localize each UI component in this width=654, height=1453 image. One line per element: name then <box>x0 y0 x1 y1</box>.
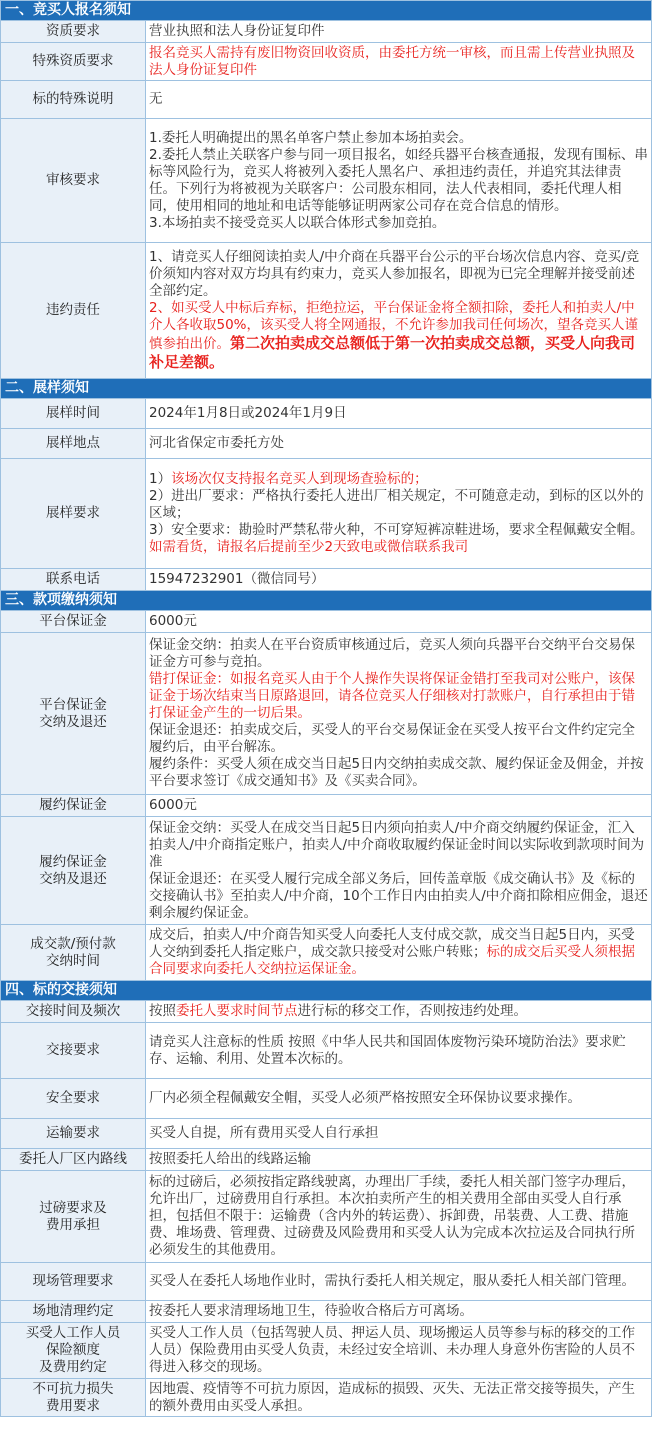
row-label <box>1 569 146 591</box>
row-label-text: 成交款/预付款 交纳时间 <box>30 935 116 969</box>
table-row <box>1 569 652 591</box>
content-line <box>149 471 648 488</box>
content-text: 保证金交纳：拍卖人在平台资质审核通过后，竞买人须向兵器平台交纳平台交易保证金方可参与竞拍。 <box>149 637 635 670</box>
content-line <box>149 613 648 630</box>
row-label-text: 展样地点 <box>46 435 100 451</box>
content-line <box>149 1090 648 1107</box>
row-label-text: 联系电话 <box>46 571 100 587</box>
content-line <box>149 1381 648 1415</box>
section-header <box>1 981 652 1001</box>
content-text: 买受人工作人员（包括驾驶人员、押运人员、现场搬运人员等参与标的移交的工作人员）保险费用由买受人负责，未经过安全培训、未办理人身意外伤害险的人员不得进入移交的现场。 <box>149 1325 635 1375</box>
table-row <box>1 459 652 569</box>
row-content <box>146 611 652 633</box>
content-line <box>149 1174 648 1259</box>
content-line <box>149 797 648 814</box>
section-header <box>1 1 652 21</box>
section-header <box>1 591 652 611</box>
table-row <box>1 817 652 925</box>
content-line <box>149 91 648 108</box>
row-content <box>146 1149 652 1171</box>
content-text: 该场次仅支持报名竞买人到现场查验标的； <box>171 471 428 487</box>
content-text: 因地震、疫情等不可抗力原因，造成标的损毁、灭失、无法正常交接等损失，产生的额外费用由买受人承担。 <box>149 1380 635 1414</box>
row-label <box>1 1119 146 1149</box>
row-label-text: 履约保证金 交纳及退还 <box>39 853 107 887</box>
content-line <box>149 147 648 215</box>
row-label <box>1 399 146 429</box>
content-text: 请竞买人注意标的性质 按照《中华人民共和国固体废物污染环境防治法》要求贮存、运输、利用、处置本次标的。 <box>149 1033 626 1067</box>
row-label-text: 标的特殊说明 <box>32 91 114 107</box>
row-content <box>146 1379 652 1417</box>
row-content <box>146 925 652 981</box>
content-text: 15947232901（微信同号） <box>149 571 325 587</box>
content-text: 履约条件：买受人须在成交当日起5日内交纳拍卖成交款、履约保证金及佣金，并按平台要求签订《成交通知书》及《买卖合同》。 <box>149 756 644 789</box>
content-text: 错打保证金：如报名竞买人由于个人操作失误将保证金错打至我司对公账户，该保证金于场次结束当日原路退回，请各位竞买人仔细核对打款账户，自行承担由于错打保证金产生的一切后果。 <box>149 671 635 721</box>
content-line <box>149 215 648 232</box>
table-row <box>1 1171 652 1263</box>
row-label-text: 场地清理约定 <box>32 1303 114 1319</box>
content-line <box>149 571 648 588</box>
row-label <box>1 795 146 817</box>
table-row <box>1 611 652 633</box>
row-label <box>1 1023 146 1079</box>
row-label-text: 展样要求 <box>46 505 100 521</box>
row-label-text: 过磅要求及 费用承担 <box>39 1199 107 1233</box>
table-row <box>1 21 652 43</box>
content-text: 2.委托人禁止关联客户参与同一项目报名，如经兵器平台核查通报，发现有围标、串标等风险行为，竞买人将被列入委托人黑名户、承担违约责任，并追究其法律责任。下列行为将被视为关联客户：公司股东相同，法人代表相同，委托代理人相同，使用相同的地址和电话等能够证明两家公司存在竞合信息的情形。 <box>149 146 648 214</box>
row-label-text: 委托人厂区内路线 <box>19 1151 127 1167</box>
content-line <box>149 722 648 756</box>
content-text: 河北省保定市委托方处 <box>149 435 284 451</box>
content-text: 标的过磅后，必须按指定路线驶离，办理出厂手续，委托人相关部门签字办理后，允许出厂，过磅费用自行承担。本次拍卖所产生的相关费用全部由买受人自行承担，包括但不限于：运输费（含内外的转运费）、拆卸费，吊装费、人工费、措施费、堆场费、管理费、过磅费及风险费用和买受人认为完成本次拉运及合同执行所必须发生的其他费用。 <box>149 1174 635 1258</box>
row-content <box>146 119 652 243</box>
table-row <box>1 1301 652 1323</box>
row-label-text: 交接时间及频次 <box>25 1003 121 1019</box>
row-content <box>146 399 652 429</box>
table-row <box>1 243 652 379</box>
row-label <box>1 1079 146 1119</box>
row-label-text: 交接要求 <box>46 1042 100 1058</box>
content-line <box>149 871 648 922</box>
row-label <box>1 43 146 81</box>
table-row <box>1 1119 652 1149</box>
content-text: 买受人在委托人场地作业时，需执行委托人相关规定，服从委托人相关部门管理。 <box>149 1273 635 1289</box>
row-label <box>1 119 146 243</box>
content-text: 1、请竞买人仔细阅读拍卖人/中介商在兵器平台公示的平台场次信息内容、竞买/竞价须知内容对双方均具有约束力，竞买人参加报名，即视为已完全理解并接受前述全部约定。 <box>149 249 640 299</box>
content-text: 2）进出厂要求：严格执行委托人进出厂相关规定，不可随意走动，到标的区以外的区域； <box>149 488 644 521</box>
row-content <box>146 81 652 119</box>
content-text: 报名竞买人需持有废旧物资回收资质，由委托方统一审核，而且需上传营业执照及法人身份证复印件 <box>149 44 635 78</box>
row-label-text: 特殊资质要求 <box>32 53 114 69</box>
row-label <box>1 1379 146 1417</box>
content-text: 买受人自提，所有费用买受人自行承担 <box>149 1125 379 1141</box>
row-label <box>1 21 146 43</box>
row-content <box>146 817 652 925</box>
content-line <box>149 1151 648 1168</box>
content-text: 1） <box>149 471 172 487</box>
table-row <box>1 1379 652 1417</box>
content-text: 按照 <box>149 1003 176 1019</box>
content-line <box>149 130 648 147</box>
row-label-text: 不可抗力损失 费用要求 <box>32 1380 114 1414</box>
row-content <box>146 1023 652 1079</box>
row-label <box>1 459 146 569</box>
row-label <box>1 81 146 119</box>
content-line <box>149 1303 648 1320</box>
content-line <box>149 1273 648 1290</box>
section-title: 四、标的交接须知 <box>1 981 652 1001</box>
table-row <box>1 1263 652 1301</box>
row-label <box>1 1263 146 1301</box>
section-header <box>1 379 652 399</box>
row-label-text: 展样时间 <box>46 405 100 421</box>
row-label <box>1 429 146 459</box>
content-line <box>149 756 648 790</box>
content-text: 委托人要求时间节点 <box>176 1003 298 1019</box>
section-title: 二、展样须知 <box>1 379 652 399</box>
row-label-text: 平台保证金 <box>39 613 107 629</box>
row-label <box>1 817 146 925</box>
table-row <box>1 43 652 81</box>
table-row <box>1 1023 652 1079</box>
row-content <box>146 1119 652 1149</box>
row-label-text: 安全要求 <box>46 1090 100 1106</box>
row-label <box>1 1323 146 1379</box>
row-label <box>1 243 146 379</box>
row-label <box>1 925 146 981</box>
content-text: 2024年1月8日或2024年1月9日 <box>149 405 347 421</box>
table-row <box>1 1001 652 1023</box>
content-text: 成交后，拍卖人/中介商告知买受人向委托人支付成交款，成交当日起5日内，买受人交纳到委托人指定账户，成交款只接受对公账户转账； <box>149 927 635 960</box>
content-line <box>149 300 648 372</box>
row-label <box>1 1001 146 1023</box>
row-label <box>1 1149 146 1171</box>
row-content <box>146 795 652 817</box>
table-row <box>1 795 652 817</box>
content-text: 营业执照和法人身份证复印件 <box>149 23 325 39</box>
table-row <box>1 399 652 429</box>
table-row <box>1 1149 652 1171</box>
row-content <box>146 429 652 459</box>
row-label <box>1 633 146 795</box>
row-label-text: 违约责任 <box>46 302 100 318</box>
content-line <box>149 488 648 522</box>
row-label-text: 买受人工作人员 保险额度 及费用约定 <box>25 1325 121 1375</box>
row-content <box>146 1263 652 1301</box>
content-text: 按委托人要求清理场地卫生，待验收合格后方可离场。 <box>149 1303 473 1319</box>
content-text: 1.委托人明确提出的黑名单客户禁止参加本场拍卖会。 <box>149 129 473 146</box>
row-label <box>1 1171 146 1263</box>
row-label-text: 资质要求 <box>46 23 100 39</box>
row-label-text: 运输要求 <box>46 1125 100 1141</box>
content-line <box>149 671 648 722</box>
row-content <box>146 21 652 43</box>
content-line <box>149 927 648 978</box>
content-text: 6000元 <box>149 613 197 629</box>
row-content <box>146 43 652 81</box>
content-line <box>149 539 648 556</box>
content-text: 3.本场拍卖不接受竞买人以联合体形式参加竞拍。 <box>149 214 446 231</box>
content-line <box>149 522 648 539</box>
row-label-text: 平台保证金 交纳及退还 <box>39 696 107 730</box>
content-text: 保证金退还：拍卖成交后，买受人的平台交易保证金在买受人按平台文件约定完全履约后，由平台解冻。 <box>149 722 635 755</box>
row-label-text: 审核要求 <box>46 172 100 188</box>
section-title: 一、竞买人报名须知 <box>1 1 652 21</box>
content-text: 按照委托人给出的线路运输 <box>149 1151 311 1167</box>
content-text: 无 <box>149 91 163 107</box>
content-line <box>149 637 648 671</box>
row-label <box>1 1301 146 1323</box>
content-line <box>149 405 648 422</box>
table-row <box>1 81 652 119</box>
content-line <box>149 1003 648 1020</box>
row-label-text: 履约保证金 <box>39 797 107 813</box>
row-label <box>1 611 146 633</box>
content-line <box>149 249 648 300</box>
content-line <box>149 1125 648 1142</box>
content-text: 标的成交后买受人须根据合同要求向委托人交纳拉运保证金。 <box>149 944 635 977</box>
table-row <box>1 925 652 981</box>
content-line <box>149 435 648 452</box>
content-text: 如需看货，请报名后提前至少2天致电或微信联系我司 <box>149 539 469 555</box>
content-text: 保证金退还：在买受人履行完成全部义务后，回传盖章版《成交确认书》及《标的交接确认书》至拍卖人/中介商，10个工作日内由拍卖人/中介商扣除相应佣金，退还剩余履约保证金。 <box>149 870 648 921</box>
row-label-text: 现场管理要求 <box>32 1273 114 1289</box>
content-line <box>149 23 648 40</box>
row-content <box>146 243 652 379</box>
row-content <box>146 633 652 795</box>
content-text: 第二次拍卖成交总额低于第一次拍卖成交总额，买受人向我司补足差额。 <box>149 334 636 371</box>
table-row <box>1 633 652 795</box>
row-content <box>146 1171 652 1263</box>
content-text: 6000元 <box>149 797 197 813</box>
content-text: 厂内必须全程佩戴安全帽，买受人必须严格按照安全环保协议要求操作。 <box>149 1090 581 1106</box>
table-row <box>1 429 652 459</box>
table-row <box>1 1079 652 1119</box>
table-row <box>1 1323 652 1379</box>
content-text: 3）安全要求：勘验时严禁私带火种，不可穿短裤凉鞋进场，要求全程佩戴安全帽。 <box>149 522 644 538</box>
section-title: 三、款项缴纳须知 <box>1 591 652 611</box>
row-content <box>146 459 652 569</box>
row-content <box>146 1301 652 1323</box>
content-text: 保证金交纳：买受人在成交当日起5日内须向拍卖人/中介商交纳履约保证金，汇入拍卖人/中介商指定账户，拍卖人/中介商收取履约保证金时间以实际收到款项时间为准 <box>149 819 645 870</box>
content-line <box>149 1034 648 1068</box>
row-content <box>146 1323 652 1379</box>
row-content <box>146 569 652 591</box>
content-line <box>149 45 648 79</box>
content-line <box>149 1325 648 1376</box>
content-text: 2、如买受人中标后弃标，拒绝拉运，平台保证金将全额扣除，委托人和拍卖人/中介人各收取50%，该买受人将全网通报，不允许参加我司任何场次，望各竞买人谨慎参拍出价。 <box>149 300 639 352</box>
row-content <box>146 1001 652 1023</box>
content-line <box>149 820 648 871</box>
row-content <box>146 1079 652 1119</box>
table-row <box>1 119 652 243</box>
content-text: 进行标的移交工作，否则按违约处理。 <box>297 1003 527 1019</box>
